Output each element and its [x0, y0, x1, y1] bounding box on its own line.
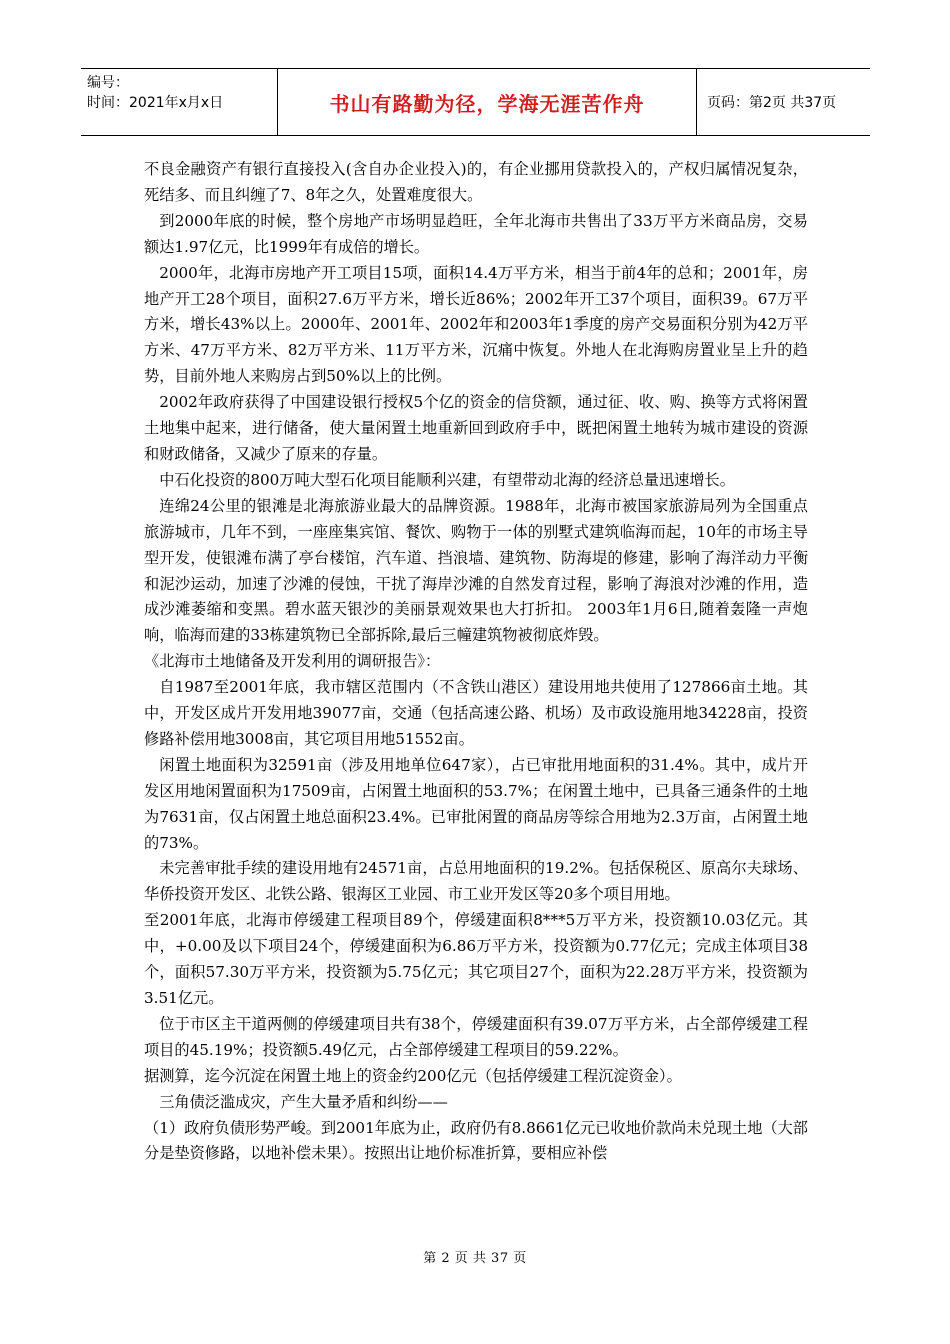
- body-paragraph: （1）政府负债形势严峻。到2001年底为止，政府仍有8.8661亿元已收地价款尚未兑现土地（大部分是垫资修路，以地补偿未果）。按照出让地价标准折算，要相应补偿: [144, 1118, 808, 1163]
- document-time-label: 时间：2021年x月x日: [87, 95, 224, 111]
- page-footer: 第 2 页 共 37 页: [423, 1251, 527, 1266]
- body-paragraph: 至2001年底，北海市停缓建工程项目89个，停缓建面积8***5万平方米，投资额10.03亿元。其中，+0.00及以下项目24个，停缓建面积为6.86万平方米，投资额为0.77亿元；完成主体项目38个，面积57.30万平方米，投资额为5.75亿元；其它项目27个，面积为22.28万平方米，投资额为3.51亿元。: [144, 911, 808, 1007]
- body-paragraph: 2000年，北海市房地产开工项目15项，面积14.4万平方米，相当于前4年的总和；2001年，房地产开工28个项目，面积27.6万平方米，增长近86%；2002年开工37个项目，面积39。67万平方米，增长43%以上。2000年、2001年、2002年和2003年1季度的房产交易面积分别为42万平方米、47万平方米、82万平方米、11万平方米，沉痛中恢复。外地人在北海购房置业呈上升的趋势，目前外地人来购房占到50%以上的比例。: [144, 263, 808, 386]
- body-paragraph: 未完善审批手续的建设用地有24571亩，占总用地面积的19.2%。包括保税区、原高尔夫球场、华侨投资开发区、北铁公路、银海区工业园、市工业开发区等20多个项目用地。: [144, 859, 808, 904]
- body-paragraph: 闲置土地面积为32591亩（涉及用地单位647家），占已审批用地面积的31.4%。其中，成片开发区用地闲置面积为17509亩，占闲置土地面积的53.7%；在闲置土地中，已具备三通条件的土地为7631亩，仅占闲置土地总面积23.4%。已审批闲置的商品房等综合用地为2.3万亩，占闲置土地的73%。: [144, 755, 808, 852]
- body-paragraph: 位于市区主干道两侧的停缓建项目共有38个，停缓建面积有39.07万平方米，占全部停缓建工程项目的45.19%；投资额5.49亿元，占全部停缓建工程项目的59.22%。: [144, 1014, 808, 1059]
- header-meta: [81, 69, 278, 135]
- body-paragraph: 中石化投资的800万吨大型石化项目能顺利兴建，有望带动北海的经济总量迅速增长。: [159, 470, 735, 489]
- body-paragraph: 《北海市土地储备及开发利用的调研报告》：: [144, 652, 441, 671]
- body-paragraph: 连绵24公里的银滩是北海旅游业最大的品牌资源。1988年，北海市被国家旅游局列为全国重点旅游城市，几年不到，一座座集宾馆、餐饮、购物于一体的别墅式建筑临海而起，10年的市场主导型开发，使银滩布满了亭台楼馆，汽车道、挡浪墙、建筑物、防海堤的修建，影响了海洋动力平衡和泥沙运动，加速了沙滩的侵蚀，干扰了海岸沙滩的自然发育过程，影响了海浪对沙滩的作用，造成沙滩萎缩和变黑。碧水蓝天银沙的美丽景观效果也大打折扣。 2003年1月6日,随着轰隆一声炮响，临海而建的33栋建筑物已全部拆除,最后三幢建筑物被彻底炸毁。: [144, 496, 808, 645]
- header-motto: 书山有路勤为径，学海无涯苦作舟: [278, 69, 697, 135]
- page-header: [81, 68, 870, 136]
- body-paragraph: 2002年政府获得了中国建设银行授权5个亿的资金的信贷额，通过征、收、购、换等方式将闲置土地集中起来，进行储备，使大量闲置土地重新回到政府手中，既把闲置土地转为城市建设的资源和财政储备，又减少了原来的存量。: [144, 393, 808, 463]
- header-page-info: 页码：第2页 共37页: [707, 95, 837, 111]
- body-paragraph: 三角债泛滥成灾，产生大量矛盾和纠纷——: [159, 1092, 448, 1111]
- body-paragraph: 据测算，迄今沉淀在闲置土地上的资金约200亿元（包括停缓建工程沉淀资金）。: [144, 1066, 682, 1085]
- document-number-label: 编号：: [87, 75, 129, 91]
- body-paragraph: 自1987至2001年底，我市辖区范围内（不含铁山港区）建设用地共使用了127866亩土地。其中，开发区成片开发用地39077亩，交通（包括高速公路、机场）及市政设施用地34228亩，投资修路补偿用地3008亩，其它项目用地51552亩。: [144, 678, 808, 748]
- body-paragraph: 不良金融资产有银行直接投入(含自办企业投入)的，有企业挪用贷款投入的，产权归属情况复杂，死结多、而且纠缠了7、8年之久，处置难度很大。: [144, 160, 808, 204]
- document-body: [144, 157, 808, 1167]
- body-paragraph: 到2000年底的时候，整个房地产市场明显趋旺，全年北海市共售出了33万平方米商品房，交易额达1.97亿元，比1999年有成倍的增长。: [144, 211, 808, 256]
